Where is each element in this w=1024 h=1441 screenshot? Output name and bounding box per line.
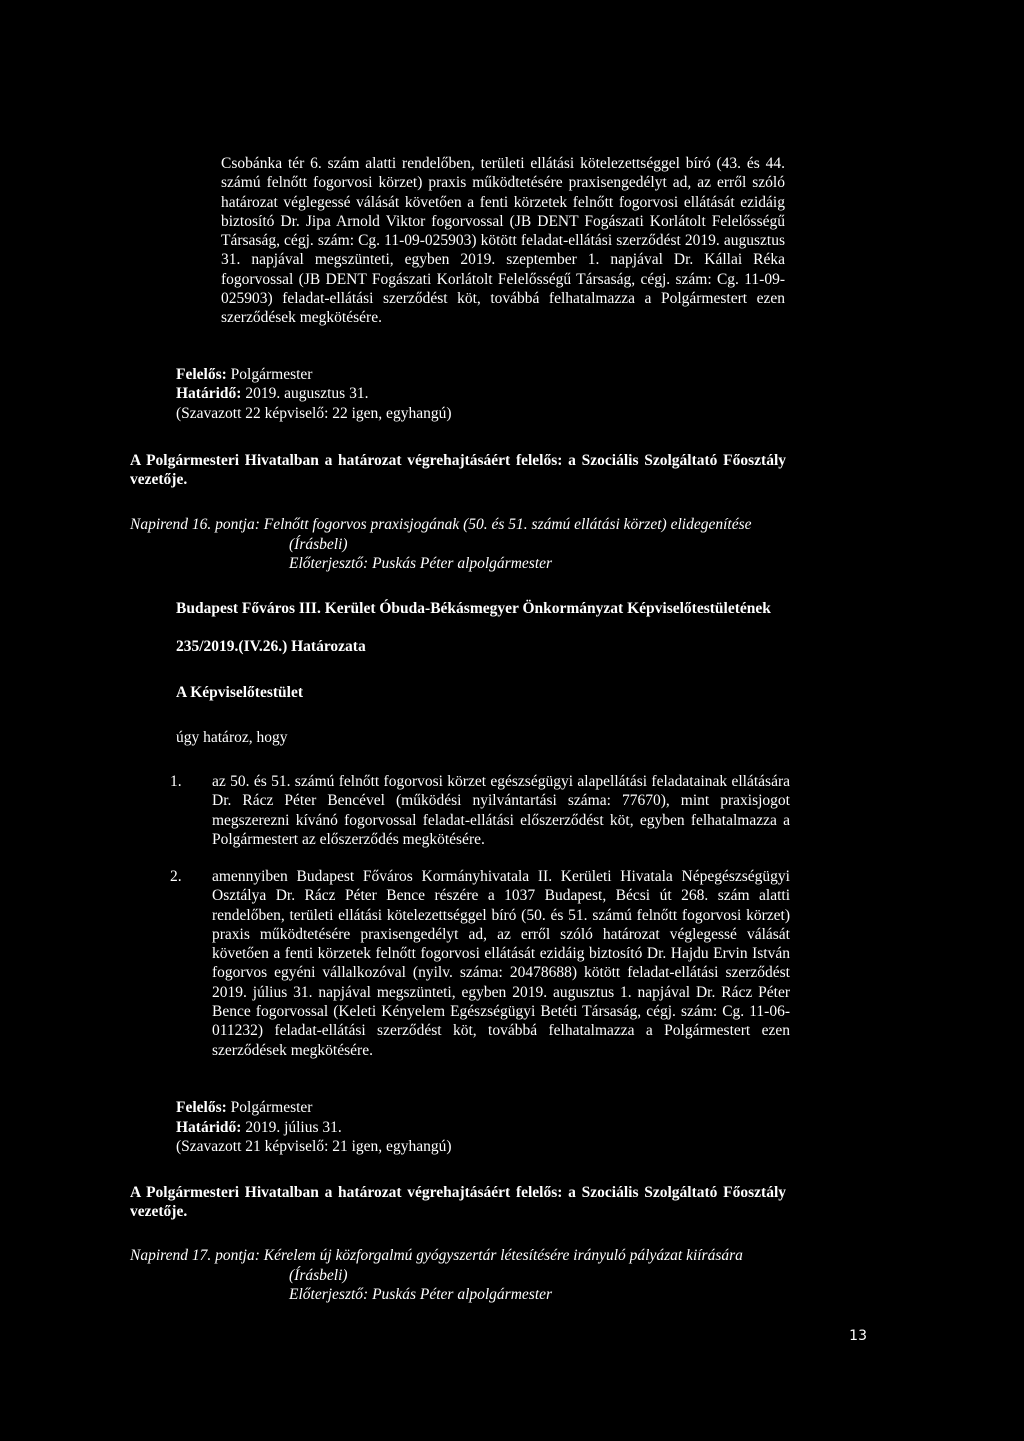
responsible-1 <box>176 365 796 384</box>
decides: úgy határoz, hogy <box>176 729 288 746</box>
vote-2: (Szavazott 21 képviselő: 21 igen, egyhangú) <box>176 1138 452 1155</box>
vote-1: (Szavazott 22 képviselő: 22 igen, egyhangú) <box>176 405 452 422</box>
deadline-label: Határidő: <box>176 1119 242 1136</box>
execution-note-2: A Polgármesteri Hivatalban a határozat végrehajtásáért felelős: a Szociális Szolgáltató Főosztály vezetője. <box>130 1184 786 1221</box>
responsible-label: Felelős: <box>176 366 227 383</box>
deadline-value: 2019. augusztus 31. <box>245 385 369 402</box>
body-title: A Képviselőtestület <box>176 684 303 701</box>
top-paragraph: Csobánka tér 6. szám alatti rendelőben, területi ellátási kötelezettséggel bíró (43. és 44. számú felnőtt fogorvosi körzet) praxis működtetésére praxisengedélyt ad, az erről szóló határozat véglegessé válását követően a fenti körzetek felnőtt fogorvosi ellátását ezidáig biztosító Dr. Jipa Arnold Viktor fogorvossal (JB DENT Fogászati Korlátolt Felelősségű Társaság, cégj. szám: Cg. 11-09-025903) kötött feladat-ellátási szerződést 2019. augusztus 31. napjával megszünteti, egyben 2019. szeptember 1. napjával Dr. Kállai Réka fogorvossal (JB DENT Fogászati Korlátolt Felelősségű Társaság, cégj. szám: Cg. 11-09-025903) feladat-ellátási szerződést köt, továbbá felhatalmazza a Polgármestert ezen szerződések megkötésére. <box>221 155 785 327</box>
execution-note-1: A Polgármesteri Hivatalban a határozat végrehajtásáért felelős: a Szociális Szolgáltató Főosztály vezetője. <box>130 452 786 489</box>
item-number: 2. <box>170 868 182 885</box>
agenda-16-presenter: Előterjesztő: Puskás Péter alpolgármester <box>289 555 553 572</box>
agenda-17-written: (Írásbeli) <box>289 1267 348 1284</box>
item-text: amennyiben Budapest Főváros Kormányhivatala II. Kerületi Hivatala Népegészségügyi Osztálya Dr. Rácz Péter Bence részére a 1037 Budapest, Bécsi út 268. szám alatti rendelőben, területi ellátási kötelezettséggel bíró (50. és 51. számú felnőtt fogorvosi körzet) praxis működtetésére praxisengedélyt ad, az erről szóló határozat véglegessé válását követően a fenti körzetek felnőtt fogorvosi ellátását ezidáig biztosító Dr. Hajdu Ervin István fogorvos egyéni vállalkozóval (nyilv. száma: 20478688) kötött feladat-ellátási szerződést 2019. július 31. napjával megszünteti, egyben 2019. augusztus 1. napjával Dr. Rácz Péter Bence fogorvossal (Keleti Kényelem Egészségügyi Betéti Társaság, cégj. szám: Cg. 11-06-011232) feladat-ellátási szerződést köt, továbbá felhatalmazza a Polgármestert ezen szerződések megkötésére. <box>212 868 790 1059</box>
responsible-value: Polgármester <box>230 366 313 383</box>
responsible-label: Felelős: <box>176 1099 227 1116</box>
deadline-label: Határidő: <box>176 385 242 402</box>
deadline-1 <box>176 384 796 403</box>
deadline-value: 2019. július 31. <box>245 1119 342 1136</box>
responsible-value: Polgármester <box>230 1099 313 1116</box>
agenda-17-title: Napirend 17. pontja: Kérelem új közforgalmú gyógyszertár létesítésére irányuló pályázat kiírására <box>130 1247 743 1264</box>
page-number: 13 <box>849 1328 867 1344</box>
council-name: Budapest Főváros III. Kerület Óbuda-Békásmegyer Önkormányzat Képviselőtestületének <box>176 600 771 617</box>
item-number: 1. <box>170 773 182 790</box>
agenda-16-written: (Írásbeli) <box>289 536 348 553</box>
item-text: az 50. és 51. számú felnőtt fogorvosi körzet egészségügyi alapellátási feladatainak ellátására Dr. Rácz Péter Bencével (működési nyilvántartási száma: 77670), mint praxisjogot megszerezni kívánó fogorvossal feladat-ellátási előszerződést köt, egyben felhatalmazza a Polgármestert az előszerződés megkötésére. <box>212 773 790 848</box>
resolution-number: 235/2019.(IV.26.) Határozata <box>176 638 366 655</box>
agenda-17-presenter: Előterjesztő: Puskás Péter alpolgármester <box>289 1286 553 1303</box>
deadline-2 <box>176 1118 796 1137</box>
agenda-16-title: Napirend 16. pontja: Felnőtt fogorvos praxisjogának (50. és 51. számú ellátási körzet) elidegenítése <box>130 516 752 533</box>
responsible-2 <box>176 1098 796 1117</box>
